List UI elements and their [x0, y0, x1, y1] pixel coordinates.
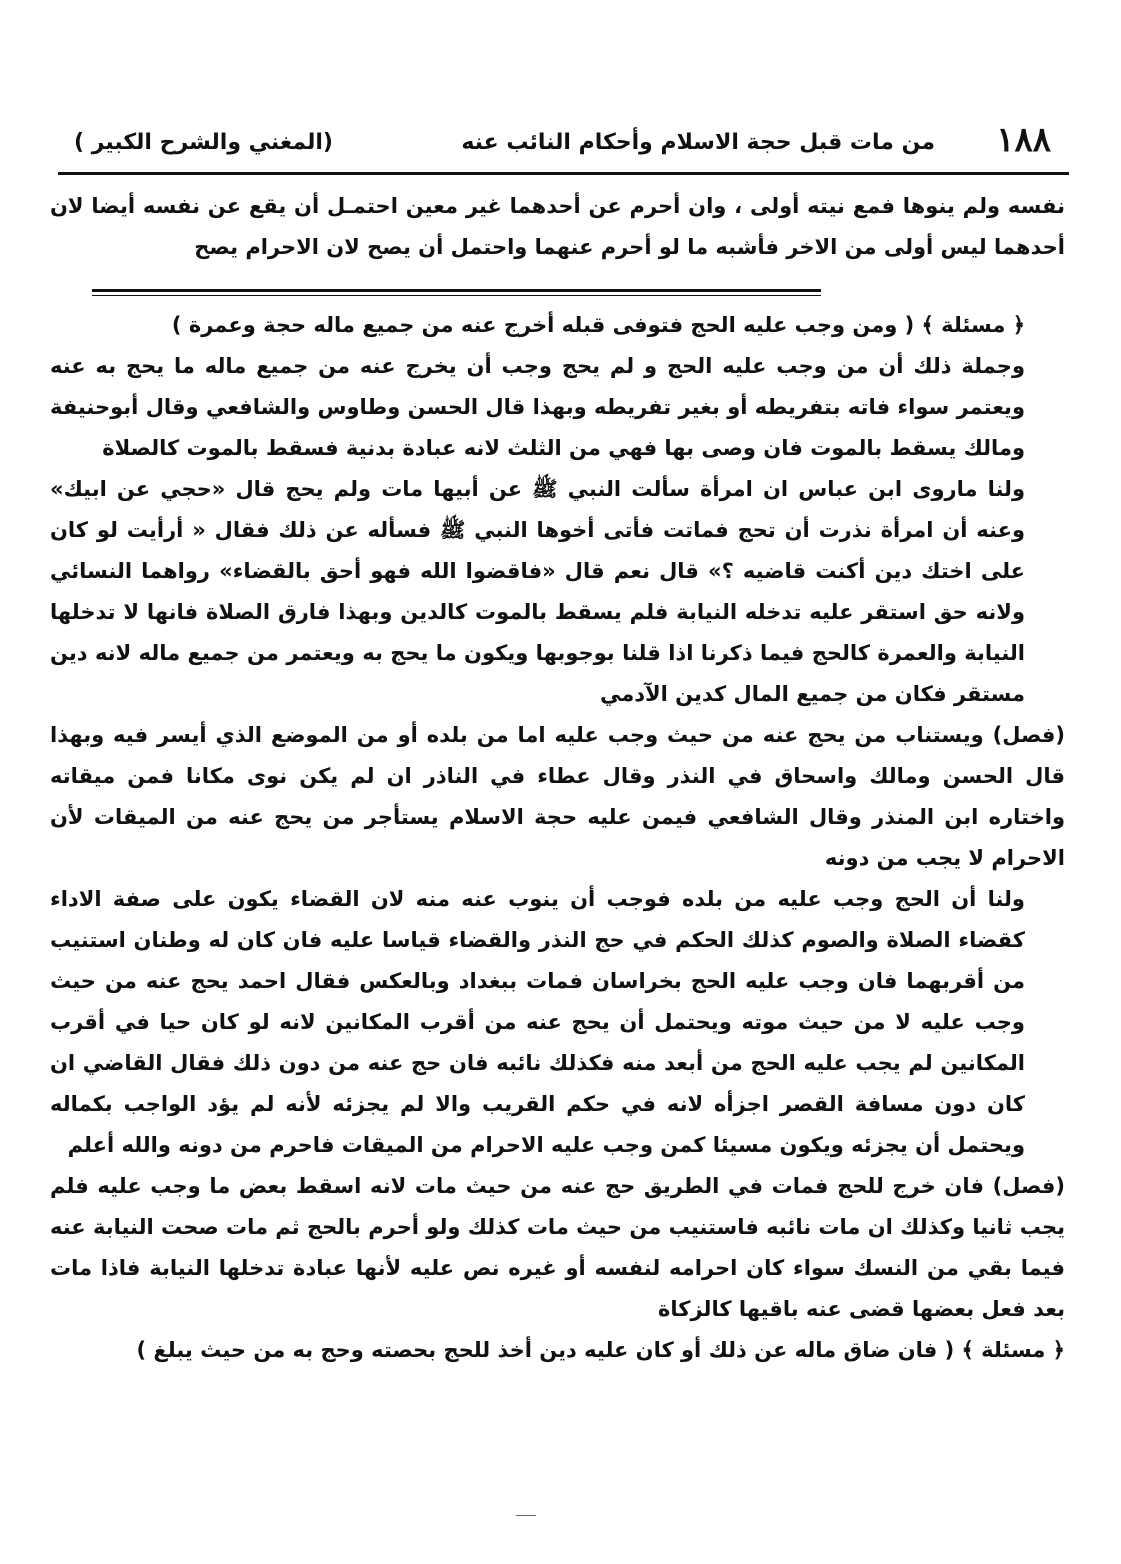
carry-over-paragraph: نفسه ولم ينوها فمع نيته أولى ، وان أحرم عن أحدهما غير معين احتمـل أن يقع عن نفسه أيضا لان أحدهما ليس أولى من الاخر فأشبه ما لو أحرم عنهما واحتمل أن يصح لان الاحرام يصح — [50, 194, 1065, 259]
fasl-paragraph-2: (فصل) فان خرج للحج فمات في الطريق حج عنه من حيث مات لانه اسقط بعض ما وجب عليه فلم يجب ثانيا وكذلك ان مات نائبه فاستنيب من حيث مات كذلك ولو أحرم بالحج ثم مات صحت النيابة عنه فيما بقي من النسك سواء كان احرامه لنفسه أو غيره نص عليه لأنها عبادة تدخلها النيابة فاذا مات بعد فعل بعضها قضى عنه باقيها كالزكاة — [50, 1174, 1065, 1321]
book-title: (المغني والشرح الكبير ) — [74, 130, 333, 155]
chapter-title: من مات قبل حجة الاسلام وأحكام النائب عنه — [461, 130, 935, 155]
main-text — [50, 305, 1065, 1371]
paragraph-rebuttal: ولنا أن الحج وجب عليه من بلده فوجب أن ينوب عنه منه لان القضاء يكون على صفة الاداء كقضاء الصلاة والصوم كذلك الحكم في حج النذر والقضاء قياسا عليه فان كان له وطنان استنيب من أقربهما فان وجب عليه الحج بخراسان فمات ببغداد وبالعكس فقال احمد يحج عنه من حيث وجب عليه لا من حيث موته ويحتمل أن يحج عنه من أقرب المكانين لانه لو كان حيا في أقرب المكانين لم يجب عليه الحج من أبعد منه فكذلك نائبه فان حج عنه من دون ذلك فقال القاضي ان كان دون مسافة القصر اجزأه لانه في حكم القريب والا لم يجزئه لأنه لم يؤد الواجب بكماله ويحتمل أن يجزئه ويكون مسيئا كمن وجب عليه الاحرام من الميقات فاحرم من دونه والله أعلم — [50, 887, 1025, 1157]
masala-heading-1: ﴿ مسئلة ﴾ ( ومن وجب عليه الحج فتوفى قبله أخرج عنه من جميع ماله حجة وعمرة ) — [171, 313, 1025, 337]
page-number: ١٨٨ — [996, 120, 1051, 160]
fasl-paragraph-1: (فصل) ويستناب من يحج عنه من حيث وجب عليه اما من بلده أو من الموضع الذي أيسر فيه وبهذا قال الحسن ومالك واسحاق في النذر وقال عطاء في الناذر ان لم يكن نوى مكانا فمن ميقاته واختاره ابن المنذر وقال الشافعي فيمن عليه حجة الاسلام يستأجر من يحج عنه من الميقات لأن الاحرام لا يجب من دونه — [50, 723, 1065, 870]
header-divider — [58, 172, 1069, 175]
section-divider-thick — [92, 289, 821, 292]
page-header — [60, 118, 1061, 168]
paragraph-evidence: ولنا ماروى ابن عباس ان امرأة سألت النبي ﷺ عن أبيها مات ولم يحج قال «حجي عن ابيك» وعنه أن امرأة نذرت أن تحج فماتت فأتى أخوها النبي ﷺ فسأله عن ذلك فقال « أرأيت لو كان على اختك دين أكنت قاضيه ؟» قال نعم قال «فاقضوا الله فهو أحق بالقضاء» رواهما النسائي ولانه حق استقر عليه تدخله النيابة فلم يسقط بالموت كالدين وبهذا فارق الصلاة فانها لا تدخلها النيابة والعمرة كالحج فيما ذكرنا اذا قلنا بوجوبها ويكون ما يحج به ويعتمر من جميع ماله لانه دين مستقر فكان من جميع المال كدين الآدمي — [50, 477, 1025, 706]
section-divider-thin — [92, 295, 821, 296]
carry-over-text — [50, 186, 1065, 268]
paragraph-explanation: وجملة ذلك أن من وجب عليه الحج و لم يحج وجب أن يخرج عنه من جميع ماله ما يحج به عنه ويعتمر سواء فاته بتفريطه أو بغير تفريطه وبهذا قال الحسن وطاوس والشافعي وقال أبوحنيفة ومالك يسقط بالموت فان وصى بها فهي من الثلث لانه عبادة بدنية فسقط بالموت كالصلاة — [50, 354, 1025, 460]
masala-heading-2: ﴿ مسئلة ﴾ ( فان ضاق ماله عن ذلك أو كان عليه دين أخذ للحج بحصته وحج به من حيث يبلغ ) — [136, 1338, 1065, 1362]
page-bottom-mark — [516, 1515, 536, 1516]
